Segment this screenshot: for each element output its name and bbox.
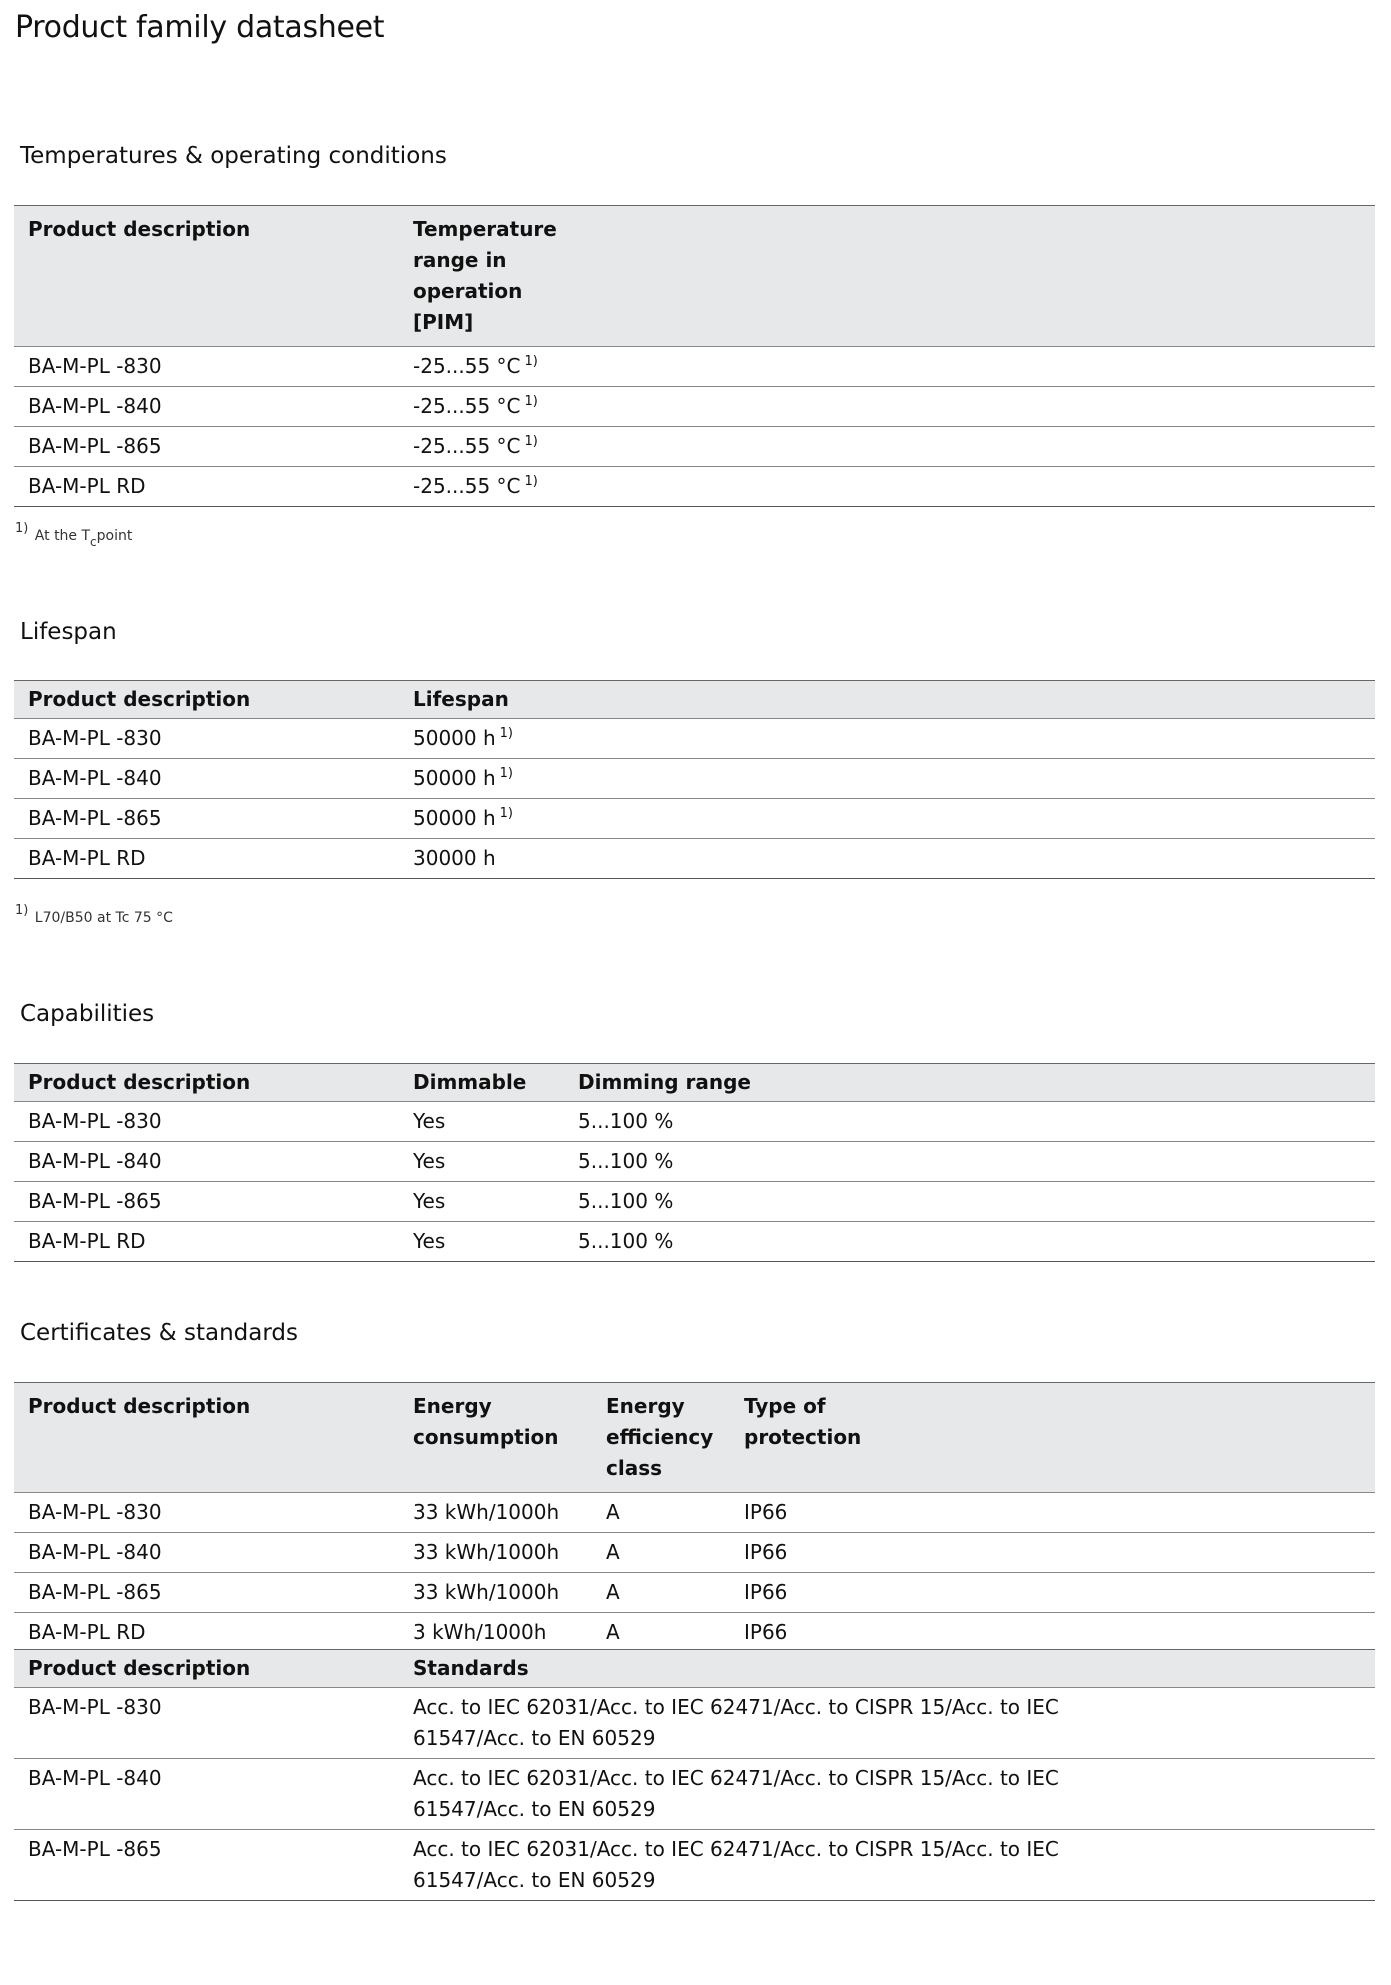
section-title-certificates: Certificates & standards xyxy=(20,1320,299,1346)
protection-cell: IP66 xyxy=(730,1493,1375,1533)
product-cell: BA-M-PL -830 xyxy=(14,719,399,759)
product-cell: BA-M-PL -830 xyxy=(14,1688,399,1759)
table-header-row xyxy=(14,1383,1375,1493)
product-cell: BA-M-PL -840 xyxy=(14,759,399,799)
product-cell: BA-M-PL -840 xyxy=(14,1759,399,1830)
dimming-range-cell: 5...100 % xyxy=(564,1222,1375,1262)
temperatures-table xyxy=(14,205,1375,507)
energy-cell: 33 kWh/1000h xyxy=(399,1573,592,1613)
product-cell: BA-M-PL -830 xyxy=(14,1102,399,1142)
table-row xyxy=(14,467,1375,507)
lifespan-cell: 50000 h $^{1)}$ xyxy=(399,759,1375,799)
dimming-range-cell: 5...100 % xyxy=(564,1142,1375,1182)
table-row xyxy=(14,427,1375,467)
column-header-dimmable: Dimmable xyxy=(399,1064,564,1102)
product-cell: BA-M-PL RD xyxy=(14,1613,399,1653)
table-header-row xyxy=(14,206,1375,347)
table-header-row xyxy=(14,1650,1375,1688)
table-row xyxy=(14,1613,1375,1653)
section-title-lifespan: Lifespan xyxy=(20,619,117,645)
column-header-protection: Type of protection xyxy=(730,1383,1375,1493)
dimmable-cell: Yes xyxy=(399,1182,564,1222)
dimming-range-cell: 5...100 % xyxy=(564,1182,1375,1222)
table-header-row xyxy=(14,1064,1375,1102)
column-header-product: Product description xyxy=(14,1064,399,1102)
product-cell: BA-M-PL -865 xyxy=(14,799,399,839)
capabilities-table xyxy=(14,1063,1375,1262)
column-header-lifespan: Lifespan xyxy=(399,681,1375,719)
page-title: Product family datasheet xyxy=(15,10,385,45)
temperature-cell: -25...55 °C $^{1)}$ xyxy=(399,427,1375,467)
product-cell: BA-M-PL -865 xyxy=(14,1182,399,1222)
section-title-capabilities: Capabilities xyxy=(20,1001,155,1027)
table-row xyxy=(14,759,1375,799)
product-cell: BA-M-PL -840 xyxy=(14,387,399,427)
lifespan-cell: 30000 h xyxy=(399,839,1375,879)
table-row xyxy=(14,1573,1375,1613)
energy-cell: 33 kWh/1000h xyxy=(399,1533,592,1573)
protection-cell: IP66 xyxy=(730,1573,1375,1613)
table-row xyxy=(14,1533,1375,1573)
temperature-cell: -25...55 °C $^{1)}$ xyxy=(399,387,1375,427)
product-cell: BA-M-PL RD xyxy=(14,839,399,879)
product-cell: BA-M-PL -830 xyxy=(14,1493,399,1533)
table-row xyxy=(14,1182,1375,1222)
column-header-product: Product description xyxy=(14,1650,399,1688)
table-row xyxy=(14,839,1375,879)
table-row xyxy=(14,347,1375,387)
table-row xyxy=(14,1759,1375,1830)
lifespan-cell: 50000 h $^{1)}$ xyxy=(399,799,1375,839)
table-row xyxy=(14,1493,1375,1533)
column-header-temperature: Temperature range in operation [PIM] xyxy=(399,206,1375,347)
temperature-cell: -25...55 °C $^{1)}$ xyxy=(399,467,1375,507)
class-cell: A xyxy=(592,1613,730,1653)
table-row xyxy=(14,387,1375,427)
product-cell: BA-M-PL -865 xyxy=(14,1830,399,1901)
product-cell: BA-M-PL -840 xyxy=(14,1142,399,1182)
column-header-product: Product description xyxy=(14,206,399,347)
dimming-range-cell: 5...100 % xyxy=(564,1102,1375,1142)
lifespan-cell: 50000 h $^{1)}$ xyxy=(399,719,1375,759)
standards-cell: Acc. to IEC 62031/Acc. to IEC 62471/Acc. to CISPR 15/Acc. to IEC 61547/Acc. to EN 60529 xyxy=(399,1830,1375,1901)
footnote-lifespan: $^{1)}$ L70/B50 at Tc 75 °C xyxy=(15,903,173,926)
product-cell: BA-M-PL -840 xyxy=(14,1533,399,1573)
class-cell: A xyxy=(592,1493,730,1533)
product-cell: BA-M-PL RD xyxy=(14,467,399,507)
dimmable-cell: Yes xyxy=(399,1142,564,1182)
product-cell: BA-M-PL -865 xyxy=(14,427,399,467)
table-row xyxy=(14,799,1375,839)
table-row xyxy=(14,1142,1375,1182)
protection-cell: IP66 xyxy=(730,1613,1375,1653)
column-header-product: Product description xyxy=(14,681,399,719)
standards-cell: Acc. to IEC 62031/Acc. to IEC 62471/Acc. to CISPR 15/Acc. to IEC 61547/Acc. to EN 60529 xyxy=(399,1688,1375,1759)
lifespan-table xyxy=(14,680,1375,879)
column-header-efficiency-class: Energy efficiency class xyxy=(592,1383,730,1493)
energy-cell: 33 kWh/1000h xyxy=(399,1493,592,1533)
table-row xyxy=(14,1222,1375,1262)
standards-cell: Acc. to IEC 62031/Acc. to IEC 62471/Acc. to CISPR 15/Acc. to IEC 61547/Acc. to EN 60529 xyxy=(399,1759,1375,1830)
column-header-product: Product description xyxy=(14,1383,399,1493)
table-row xyxy=(14,719,1375,759)
protection-cell: IP66 xyxy=(730,1533,1375,1573)
product-cell: BA-M-PL RD xyxy=(14,1222,399,1262)
section-title-temperatures: Temperatures & operating conditions xyxy=(20,143,447,169)
class-cell: A xyxy=(592,1533,730,1573)
temperature-cell: -25...55 °C $^{1)}$ xyxy=(399,347,1375,387)
column-header-energy-consumption: Energy consumption xyxy=(399,1383,592,1493)
product-cell: BA-M-PL -865 xyxy=(14,1573,399,1613)
dimmable-cell: Yes xyxy=(399,1222,564,1262)
standards-table xyxy=(14,1649,1375,1901)
product-cell: BA-M-PL -830 xyxy=(14,347,399,387)
table-row xyxy=(14,1688,1375,1759)
column-header-dimming-range: Dimming range xyxy=(564,1064,1375,1102)
certificates-table xyxy=(14,1382,1375,1653)
class-cell: A xyxy=(592,1573,730,1613)
table-row xyxy=(14,1102,1375,1142)
energy-cell: 3 kWh/1000h xyxy=(399,1613,592,1653)
table-header-row xyxy=(14,681,1375,719)
dimmable-cell: Yes xyxy=(399,1102,564,1142)
footnote-temperatures: $^{1)}$ At the $T_cpoint$ xyxy=(15,521,133,549)
table-row xyxy=(14,1830,1375,1901)
column-header-standards: Standards xyxy=(399,1650,1375,1688)
